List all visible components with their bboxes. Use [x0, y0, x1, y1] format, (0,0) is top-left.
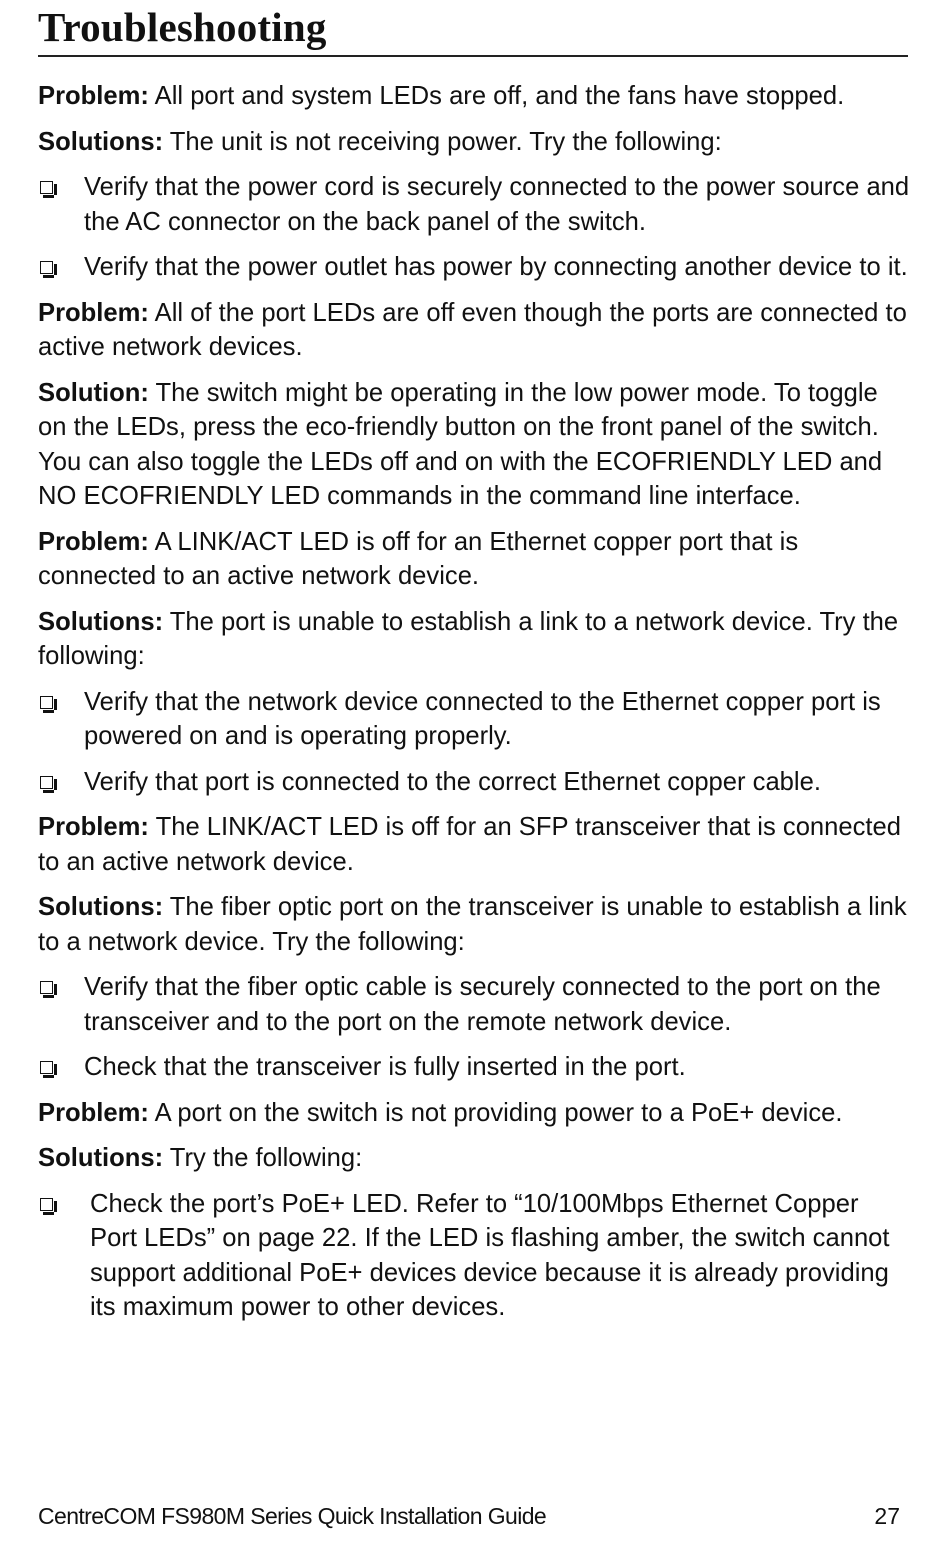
problem-label: Problem:	[38, 1098, 149, 1127]
checkbox-bullet-icon	[40, 181, 53, 194]
checkbox-bullet-icon	[40, 981, 53, 994]
problem-text: A port on the switch is not providing power to a PoE+ device.	[148, 1098, 843, 1127]
problem-text: All port and system LEDs are off, and the fans have stopped.	[148, 82, 845, 110]
bullet-text: Verify that the power outlet has power by connecting another device to it.	[84, 253, 908, 281]
solution-label: Solution:	[38, 378, 149, 407]
bullet-text: Check that the transceiver is fully inserted in the port.	[84, 1053, 686, 1081]
bullet-text: Verify that the fiber optic cable is securely connected to the port on the transceiver and to the port on the remote network device.	[84, 973, 881, 1036]
checkbox-bullet-icon	[40, 696, 53, 709]
problem-paragraph	[38, 525, 910, 594]
problem-paragraph	[38, 810, 910, 879]
problem-label: Problem:	[38, 813, 149, 841]
problem-paragraph	[38, 296, 910, 365]
bullet-item	[38, 1187, 910, 1325]
solution-paragraph	[38, 125, 910, 160]
solution-paragraph	[38, 890, 910, 959]
problem-label: Problem:	[38, 298, 149, 327]
checkbox-bullet-icon	[40, 261, 53, 274]
solution-text: The unit is not receiving power. Try the following:	[163, 127, 722, 156]
bullet-item	[38, 765, 910, 800]
page-title: Troubleshooting	[38, 4, 327, 50]
checkbox-bullet-icon	[40, 1198, 53, 1211]
bullet-item	[38, 685, 910, 754]
problem-text: A LINK/ACT LED is off for an Ethernet copper port that is connected to an active network device.	[38, 527, 799, 590]
bullet-item	[38, 250, 910, 285]
solution-text: The port is unable to establish a link to a network device. Try the following:	[38, 607, 899, 670]
bullet-text: Verify that port is connected to the correct Ethernet copper cable.	[84, 767, 821, 796]
problem-paragraph	[38, 79, 910, 114]
solution-label: Solutions:	[38, 893, 164, 921]
bullet-item	[38, 970, 910, 1039]
checkbox-bullet-icon	[40, 776, 53, 789]
solution-paragraph	[38, 1141, 910, 1176]
solution-label: Solutions:	[38, 607, 164, 636]
solution-text: Try the following:	[163, 1144, 363, 1172]
solution-text: The fiber optic port on the transceiver is unable to establish a link to a network device. Try the following:	[38, 893, 907, 956]
solution-paragraph	[38, 376, 910, 514]
title-divider	[38, 55, 908, 57]
bullet-text: Check the port’s PoE+ LED. Refer to “10/100Mbps Ethernet Copper Port LEDs” on page 22. If the LED is flashing amber, the switch cannot support additional PoE+ devices device because it is already providing its maximum power to other devices.	[90, 1189, 890, 1321]
solution-text: The switch might be operating in the low power mode. To toggle on the LEDs, press the eco-friendly button on the front panel of the switch. You can also toggle the LEDs off and on with the ECOFRIENDLY LED and NO ECOFRIENDLY LED commands in the command line interface.	[38, 378, 883, 510]
bullet-text: Verify that the network device connected to the Ethernet copper port is powered on and is operating properly.	[84, 687, 881, 750]
footer-guide-title: CentreCOM FS980M Series Quick Installation Guide	[38, 1503, 547, 1529]
problem-paragraph	[38, 1096, 910, 1131]
problem-label: Problem:	[38, 82, 149, 110]
bullet-item	[38, 170, 910, 239]
page-footer	[38, 1501, 900, 1531]
footer-page-number: 27	[874, 1503, 900, 1529]
solution-label: Solutions:	[38, 1144, 164, 1172]
solution-paragraph	[38, 605, 910, 674]
troubleshooting-content	[38, 79, 910, 1336]
problem-text: All of the port LEDs are off even though the ports are connected to active network devices.	[38, 298, 907, 361]
solution-label: Solutions:	[38, 127, 164, 156]
checkbox-bullet-icon	[40, 1061, 53, 1074]
problem-text: The LINK/ACT LED is off for an SFP transceiver that is connected to an active network device.	[38, 813, 902, 876]
bullet-item	[38, 1050, 910, 1085]
problem-label: Problem:	[38, 527, 149, 556]
bullet-text: Verify that the power cord is securely connected to the power source and the AC connector on the back panel of the switch.	[84, 173, 910, 236]
